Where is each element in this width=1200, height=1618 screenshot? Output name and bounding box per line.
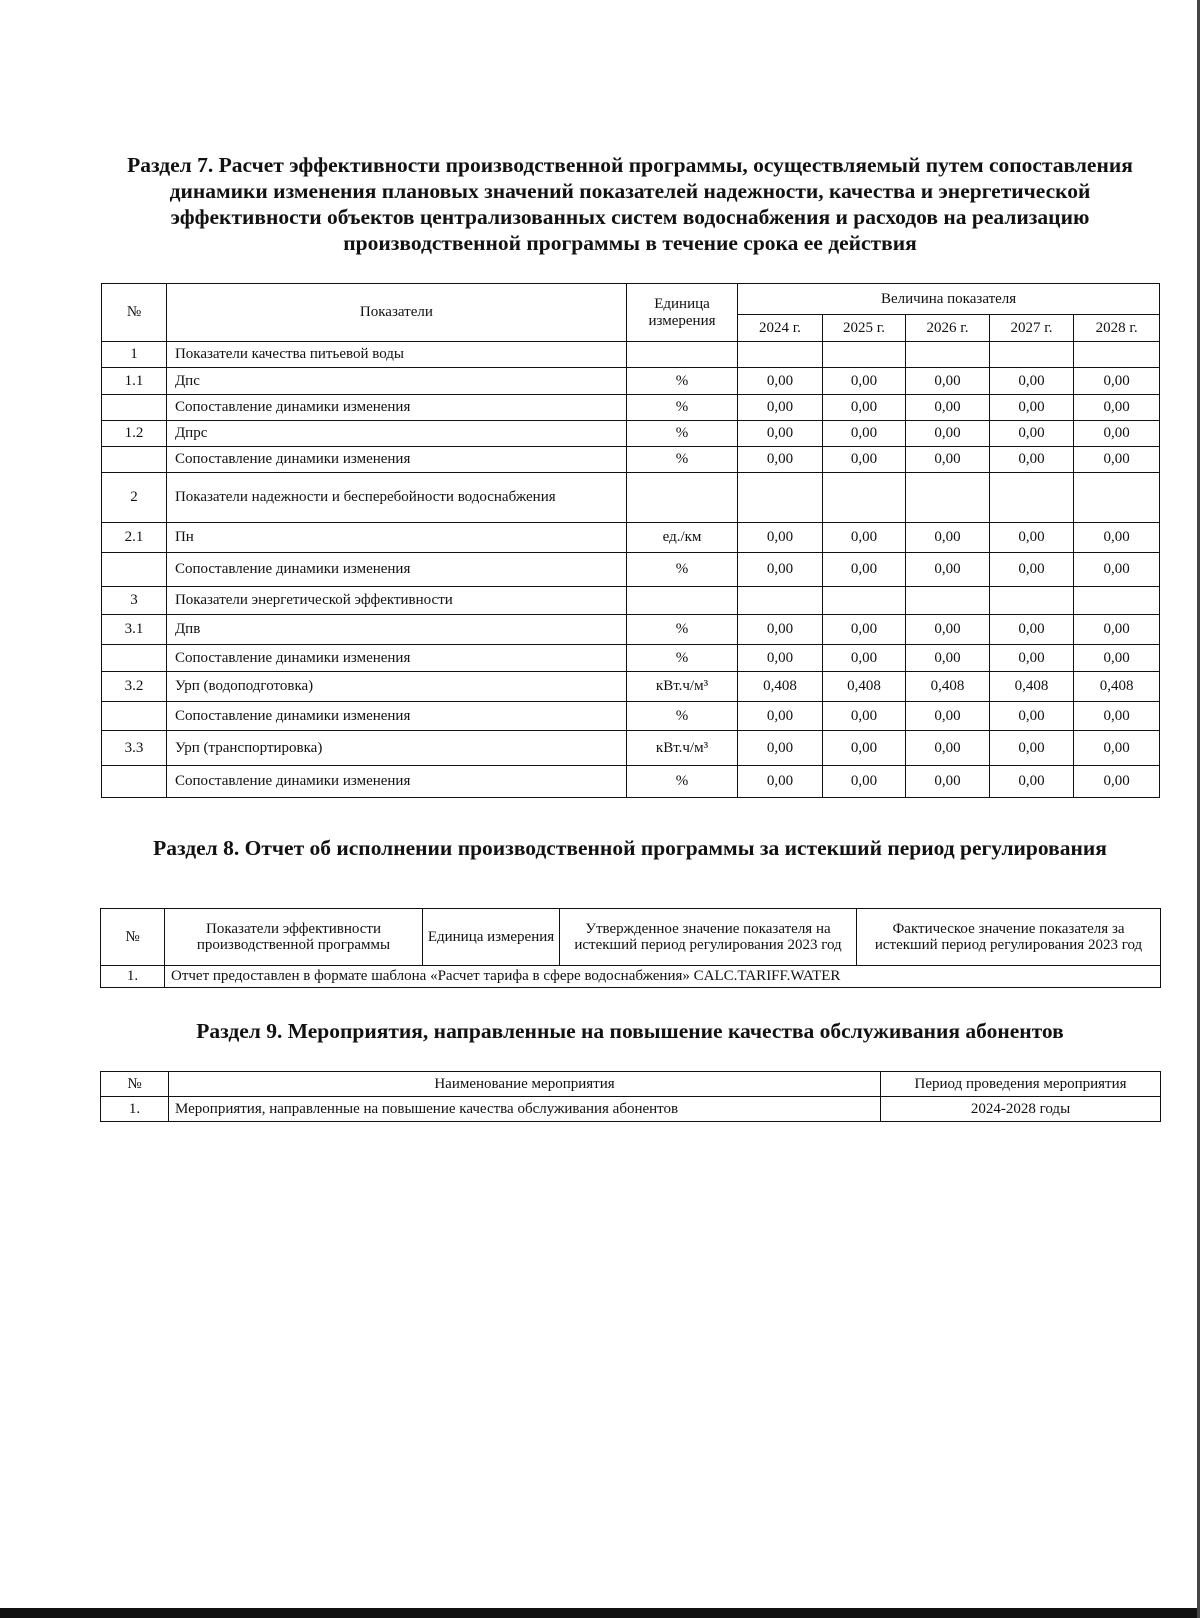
- value-cell: 0,00: [906, 615, 990, 645]
- value-cell: 0,00: [989, 766, 1074, 798]
- row-number: 3.1: [102, 615, 167, 645]
- row-number: 3: [102, 587, 167, 615]
- value-cell: 0,00: [989, 447, 1074, 473]
- service-quality-measures-table: [100, 1071, 1161, 1122]
- value-cell: [822, 473, 906, 523]
- value-cell: 0,00: [906, 731, 990, 766]
- column-header-year: 2024 г.: [738, 315, 823, 342]
- value-cell: [989, 342, 1074, 368]
- value-cell: 0,00: [738, 645, 823, 672]
- table-row: [102, 447, 1160, 473]
- column-header-year: 2025 г.: [822, 315, 906, 342]
- row-number: 1: [102, 342, 167, 368]
- value-cell: 0,00: [1074, 615, 1160, 645]
- indicator-name: Сопоставление динамики изменения: [166, 447, 626, 473]
- table-row: [102, 587, 1160, 615]
- efficiency-calculation-table: [101, 283, 1160, 798]
- column-header-actual-value: Фактическое значение показателя за истекший период регулирования 2023 год: [857, 909, 1161, 966]
- table-row: [102, 421, 1160, 447]
- unit-cell: [626, 342, 737, 368]
- row-number: 2: [102, 473, 167, 523]
- table-row: [102, 615, 1160, 645]
- column-header-approved-value: Утвержденное значение показателя на истекший период регулирования 2023 год: [560, 909, 857, 966]
- section-9-title: Раздел 9. Мероприятия, направленные на повышение качества обслуживания абонентов: [196, 1019, 1064, 1043]
- measure-name: Мероприятия, направленные на повышение качества обслуживания абонентов: [169, 1097, 881, 1122]
- row-number: [102, 447, 167, 473]
- column-header-year: 2026 г.: [906, 315, 990, 342]
- value-cell: 0,00: [822, 615, 906, 645]
- value-cell: [738, 473, 823, 523]
- value-cell: 0,00: [822, 553, 906, 587]
- column-header-indicator: Показатели: [166, 284, 626, 342]
- unit-cell: %: [626, 447, 737, 473]
- value-cell: 0,00: [822, 447, 906, 473]
- column-header-indicator: Показатели эффективности производственной программы: [165, 909, 423, 966]
- row-number: 3.3: [102, 731, 167, 766]
- table-row: [102, 672, 1160, 702]
- unit-cell: [626, 473, 737, 523]
- value-cell: 0,00: [738, 395, 823, 421]
- column-header-unit: Единица измерения: [626, 284, 737, 342]
- value-cell: 0,00: [1074, 553, 1160, 587]
- column-header-number: №: [102, 284, 167, 342]
- value-cell: 0,408: [738, 672, 823, 702]
- column-header-unit: Единица измерения: [423, 909, 560, 966]
- indicator-name: Показатели качества питьевой воды: [166, 342, 626, 368]
- indicator-name: Показатели надежности и бесперебойности водоснабжения: [166, 473, 626, 523]
- column-header-measure-name: Наименование мероприятия: [169, 1072, 881, 1097]
- value-cell: 0,00: [822, 368, 906, 395]
- value-cell: 0,00: [906, 447, 990, 473]
- value-cell: 0,00: [989, 553, 1074, 587]
- column-header-year: 2027 г.: [989, 315, 1074, 342]
- value-cell: 0,408: [1074, 672, 1160, 702]
- table-row: [102, 342, 1160, 368]
- column-header-value-group: Величина показателя: [738, 284, 1160, 315]
- value-cell: [1074, 473, 1160, 523]
- row-number: [102, 766, 167, 798]
- value-cell: [989, 473, 1074, 523]
- value-cell: 0,00: [906, 645, 990, 672]
- value-cell: 0,00: [1074, 421, 1160, 447]
- section-8-title: Раздел 8. Отчет об исполнении производственной программы за истекший период регулирования: [153, 836, 1107, 860]
- scan-bottom-edge: [0, 1608, 1200, 1618]
- unit-cell: %: [626, 395, 737, 421]
- measure-period: 2024-2028 годы: [881, 1097, 1161, 1122]
- value-cell: 0,00: [822, 766, 906, 798]
- value-cell: 0,00: [822, 523, 906, 553]
- value-cell: 0,00: [989, 523, 1074, 553]
- value-cell: 0,408: [989, 672, 1074, 702]
- value-cell: 0,408: [822, 672, 906, 702]
- value-cell: 0,00: [738, 731, 823, 766]
- indicator-name: Пн: [166, 523, 626, 553]
- value-cell: [1074, 342, 1160, 368]
- value-cell: 0,00: [989, 645, 1074, 672]
- table-row: [102, 368, 1160, 395]
- unit-cell: кВт.ч/м³: [626, 731, 737, 766]
- value-cell: 0,00: [1074, 766, 1160, 798]
- column-header-number: №: [101, 1072, 169, 1097]
- row-number: [102, 702, 167, 731]
- unit-cell: %: [626, 368, 737, 395]
- value-cell: 0,00: [1074, 395, 1160, 421]
- indicator-name: Сопоставление динамики изменения: [166, 553, 626, 587]
- value-cell: 0,00: [738, 447, 823, 473]
- value-cell: [989, 587, 1074, 615]
- table-row: [102, 553, 1160, 587]
- value-cell: 0,00: [822, 731, 906, 766]
- value-cell: 0,00: [1074, 523, 1160, 553]
- table-row: [102, 702, 1160, 731]
- value-cell: 0,408: [906, 672, 990, 702]
- report-note: Отчет предоставлен в формате шаблона «Расчет тарифа в сфере водоснабжения» CALC.TARIFF.WATER: [165, 966, 1161, 988]
- value-cell: [906, 342, 990, 368]
- value-cell: 0,00: [738, 523, 823, 553]
- table-row: [102, 523, 1160, 553]
- value-cell: 0,00: [822, 645, 906, 672]
- unit-cell: %: [626, 553, 737, 587]
- value-cell: 0,00: [738, 553, 823, 587]
- indicator-name: Дпрс: [166, 421, 626, 447]
- table-row: [101, 1097, 1161, 1122]
- row-number: 1.1: [102, 368, 167, 395]
- unit-cell: [626, 587, 737, 615]
- value-cell: 0,00: [1074, 731, 1160, 766]
- row-number: [102, 645, 167, 672]
- row-number: 1.2: [102, 421, 167, 447]
- value-cell: 0,00: [738, 702, 823, 731]
- value-cell: 0,00: [738, 421, 823, 447]
- table-row: [102, 731, 1160, 766]
- value-cell: 0,00: [989, 395, 1074, 421]
- program-report-table: [100, 908, 1161, 988]
- value-cell: 0,00: [906, 368, 990, 395]
- unit-cell: %: [626, 421, 737, 447]
- indicator-name: Урп (водоподготовка): [166, 672, 626, 702]
- row-number: 1.: [101, 1097, 169, 1122]
- indicator-name: Показатели энергетической эффективности: [166, 587, 626, 615]
- value-cell: [738, 342, 823, 368]
- table-row: [102, 395, 1160, 421]
- unit-cell: %: [626, 615, 737, 645]
- unit-cell: %: [626, 766, 737, 798]
- value-cell: 0,00: [822, 702, 906, 731]
- indicator-name: Сопоставление динамики изменения: [166, 702, 626, 731]
- value-cell: [906, 473, 990, 523]
- value-cell: 0,00: [906, 553, 990, 587]
- row-number: 1.: [101, 966, 165, 988]
- table-row: [102, 473, 1160, 523]
- indicator-name: Сопоставление динамики изменения: [166, 645, 626, 672]
- value-cell: 0,00: [906, 766, 990, 798]
- value-cell: 0,00: [1074, 702, 1160, 731]
- value-cell: 0,00: [989, 702, 1074, 731]
- value-cell: 0,00: [906, 702, 990, 731]
- value-cell: 0,00: [738, 368, 823, 395]
- value-cell: 0,00: [989, 421, 1074, 447]
- value-cell: 0,00: [989, 615, 1074, 645]
- unit-cell: %: [626, 702, 737, 731]
- row-number: [102, 395, 167, 421]
- value-cell: [822, 342, 906, 368]
- indicator-name: Дпв: [166, 615, 626, 645]
- unit-cell: ед./км: [626, 523, 737, 553]
- column-header-year: 2028 г.: [1074, 315, 1160, 342]
- value-cell: [906, 587, 990, 615]
- indicator-name: Дпс: [166, 368, 626, 395]
- indicator-name: Урп (транспортировка): [166, 731, 626, 766]
- value-cell: [822, 587, 906, 615]
- table-row: [102, 645, 1160, 672]
- value-cell: 0,00: [1074, 447, 1160, 473]
- row-number: 2.1: [102, 523, 167, 553]
- row-number: 3.2: [102, 672, 167, 702]
- value-cell: 0,00: [989, 368, 1074, 395]
- value-cell: 0,00: [906, 395, 990, 421]
- value-cell: [1074, 587, 1160, 615]
- column-header-period: Период проведения мероприятия: [881, 1072, 1161, 1097]
- table-row: [101, 966, 1161, 988]
- unit-cell: кВт.ч/м³: [626, 672, 737, 702]
- efficiency-table-body: [102, 342, 1160, 798]
- indicator-name: Сопоставление динамики изменения: [166, 766, 626, 798]
- value-cell: 0,00: [822, 421, 906, 447]
- value-cell: 0,00: [738, 766, 823, 798]
- value-cell: 0,00: [822, 395, 906, 421]
- value-cell: 0,00: [1074, 645, 1160, 672]
- value-cell: 0,00: [738, 615, 823, 645]
- value-cell: [738, 587, 823, 615]
- column-header-number: №: [101, 909, 165, 966]
- table-row: [102, 766, 1160, 798]
- unit-cell: %: [626, 645, 737, 672]
- row-number: [102, 553, 167, 587]
- value-cell: 0,00: [1074, 368, 1160, 395]
- value-cell: 0,00: [989, 731, 1074, 766]
- section-7-title: Раздел 7. Расчет эффективности производственной программы, осуществляемый путем сопоставления динамики изменения плановых значений показателей надежности, качества и энергетической эффективности объектов централизованных систем водоснабжения и расходов на реализацию производственной программы в течение срока ее действия: [127, 153, 1133, 255]
- value-cell: 0,00: [906, 421, 990, 447]
- value-cell: 0,00: [906, 523, 990, 553]
- indicator-name: Сопоставление динамики изменения: [166, 395, 626, 421]
